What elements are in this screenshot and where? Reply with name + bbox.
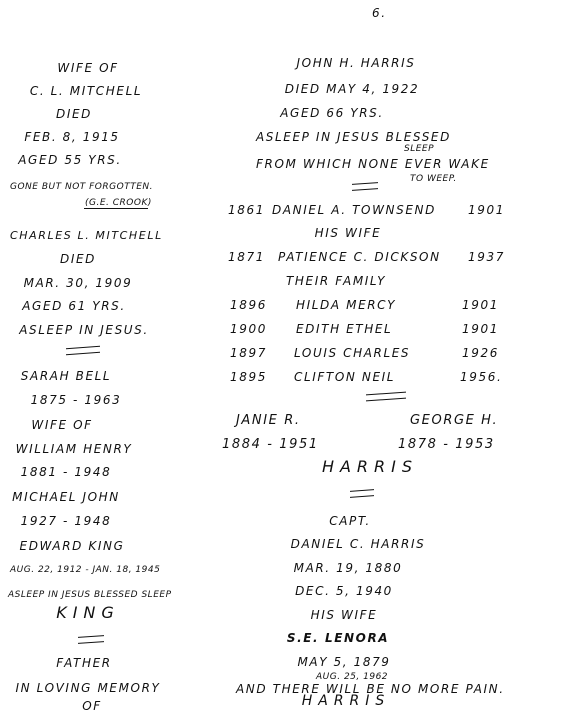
patience-dickson-name: PATIENCE C. DICKSON (278, 250, 441, 264)
family-name: CLIFTON NEIL (294, 370, 396, 384)
daniel-c-harris-name: DANIEL C. HARRIS (290, 537, 426, 551)
family-born: 1900 (230, 322, 267, 336)
janie-name: JANIE R. (236, 413, 301, 428)
janie-dates: 1884 - 1951 (222, 437, 319, 452)
family-name: HILDA MERCY (296, 298, 397, 312)
of-label: OF (82, 699, 102, 713)
charles-mitchell-name: CHARLES L. MITCHELL (10, 229, 163, 242)
aged-61: AGED 61 YRS. (22, 299, 126, 313)
lenora-name: S.E. LENORA (286, 631, 390, 645)
daniel-a-born: 1861 (228, 203, 265, 217)
no-more-pain: AND THERE WILL BE NO MORE PAIN. (236, 682, 505, 696)
father-label: FATHER (56, 656, 112, 670)
family-died: 1956. (460, 370, 503, 384)
family-name: LOUIS CHARLES (294, 346, 411, 360)
crook-note: (G.E. CROOK) (85, 198, 152, 208)
patience-died: 1937 (468, 250, 505, 264)
asleep-in-jesus: ASLEEP IN JESUS. (19, 323, 149, 337)
crook-underline (84, 208, 148, 209)
daniel-a-died: 1901 (468, 203, 505, 217)
harris-surname-2: HARRIS (301, 693, 391, 709)
feb-date: FEB. 8, 1915 (24, 130, 120, 144)
may-5-date: MAY 5, 1879 (297, 655, 391, 669)
sleep-word: SLEEP (404, 144, 435, 154)
divider-right-2 (366, 392, 406, 402)
mar-date: MAR. 30, 1909 (23, 276, 133, 290)
family-died: 1901 (462, 298, 499, 312)
harris-surname-1: HARRIS (321, 457, 419, 476)
page-number: 6. (372, 6, 387, 20)
wife-of-label-2: WIFE OF (31, 418, 93, 432)
george-dates: 1878 - 1953 (398, 437, 495, 452)
family-born: 1896 (230, 298, 267, 312)
died-label: DIED (55, 107, 93, 121)
edward-dates: AUG. 22, 1912 - JAN. 18, 1945 (10, 565, 161, 575)
aged-66: AGED 66 YRS. (280, 106, 384, 120)
died-may-date: DIED MAY 4, 1922 (284, 82, 420, 96)
from-which-none: FROM WHICH NONE EVER WAKE (256, 157, 490, 171)
family-born: 1897 (230, 346, 267, 360)
asleep-blessed-sleep: ASLEEP IN JESUS BLESSED SLEEP (8, 590, 172, 600)
sarah-bell-name: SARAH BELL (20, 369, 112, 383)
george-name: GEORGE H. (410, 413, 499, 428)
divider-right-1 (352, 182, 378, 191)
john-harris-name: JOHN H. HARRIS (296, 56, 416, 70)
sarah-dates: 1875 - 1963 (30, 393, 122, 407)
king-surname: KING (56, 603, 120, 622)
william-dates: 1881 - 1948 (20, 465, 112, 479)
family-born: 1895 (230, 370, 267, 384)
patience-born: 1871 (228, 250, 265, 264)
mar-19-date: MAR. 19, 1880 (293, 561, 403, 575)
daniel-townsend-name: DANIEL A. TOWNSEND (272, 203, 436, 217)
cl-mitchell-name: C. L. MITCHELL (29, 84, 143, 98)
their-family-label: THEIR FAMILY (286, 274, 386, 288)
edward-king-name: EDWARD KING (19, 539, 125, 553)
divider-left-2 (78, 635, 104, 644)
aug-25-date: AUG. 25, 1962 (316, 672, 389, 682)
michael-john-name: MICHAEL JOHN (12, 490, 120, 504)
aged-55: AGED 55 YRS. (18, 153, 122, 167)
gone-but-not-forgotten: GONE BUT NOT FORGOTTEN. (10, 182, 153, 192)
in-loving-memory: IN LOVING MEMORY (15, 681, 161, 695)
asleep-jesus-blessed: ASLEEP IN JESUS BLESSED (256, 130, 451, 144)
michael-dates: 1927 - 1948 (20, 514, 112, 528)
wife-of-label: WIFE OF (57, 61, 119, 75)
his-wife-label-2: HIS WIFE (310, 608, 378, 622)
capt-label: CAPT. (329, 514, 371, 528)
family-died: 1926 (462, 346, 499, 360)
died-label-2: DIED (59, 252, 97, 266)
divider-left-1 (66, 346, 100, 355)
william-henry-name: WILLIAM HENRY (15, 442, 133, 456)
his-wife-label: HIS WIFE (314, 226, 382, 240)
family-died: 1901 (462, 322, 499, 336)
to-weep: TO WEEP. (410, 174, 457, 184)
divider-right-3 (350, 489, 374, 498)
dec-5-date: DEC. 5, 1940 (295, 584, 393, 598)
family-name: EDITH ETHEL (296, 322, 393, 336)
